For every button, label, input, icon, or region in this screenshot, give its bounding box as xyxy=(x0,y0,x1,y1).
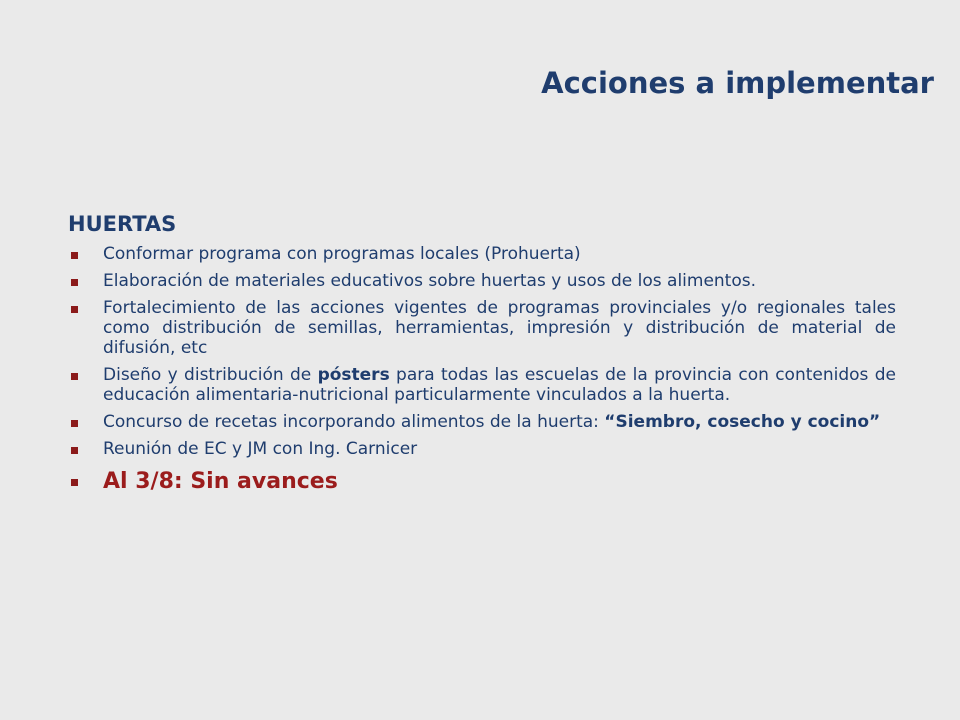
bullet-list xyxy=(68,244,896,495)
bullet-text: Elaboración de materiales educativos sobre huertas y usos de los alimentos. xyxy=(103,271,757,291)
square-bullet-icon xyxy=(71,373,78,380)
bullet-text: Reunión de EC y JM con Ing. Carnicer xyxy=(103,439,418,459)
status-text: Al 3/8: Sin avances xyxy=(103,469,338,494)
bullet-text: Fortalecimiento de las acciones vigentes de programas provinciales y/o regionales tales como distribución de semillas, herramientas, impresión y distribución de material de difusión, etc xyxy=(103,298,896,358)
slide-content xyxy=(68,212,896,502)
square-bullet-icon xyxy=(71,252,78,259)
section-heading: HUERTAS xyxy=(68,212,177,236)
bullet-text-pre: Diseño y distribución de xyxy=(103,365,318,385)
square-bullet-icon xyxy=(71,279,78,286)
square-bullet-icon xyxy=(71,306,78,313)
bullet-item xyxy=(68,271,896,291)
bullet-item xyxy=(68,439,896,459)
bullet-text-post: para todas las escuelas de la provincia con contenidos de educación alimentaria-nutricional particularmente vinculados a la huerta. xyxy=(103,365,896,405)
status-bullet xyxy=(68,469,896,495)
square-bullet-icon xyxy=(71,479,78,486)
bullet-text-bold: pósters xyxy=(317,365,390,385)
bullet-text-pre: Concurso de recetas incorporando alimentos de la huerta: xyxy=(103,412,605,432)
bullet-item xyxy=(68,298,896,358)
square-bullet-icon xyxy=(71,420,78,427)
slide-title: Acciones a implementar xyxy=(541,66,934,100)
bullet-item xyxy=(68,412,896,432)
bullet-item xyxy=(68,244,896,264)
square-bullet-icon xyxy=(71,447,78,454)
bullet-text-bold: “Siembro, cosecho y cocino” xyxy=(604,412,881,432)
bullet-item xyxy=(68,365,896,405)
bullet-text: Conformar programa con programas locales (Prohuerta) xyxy=(103,244,581,264)
